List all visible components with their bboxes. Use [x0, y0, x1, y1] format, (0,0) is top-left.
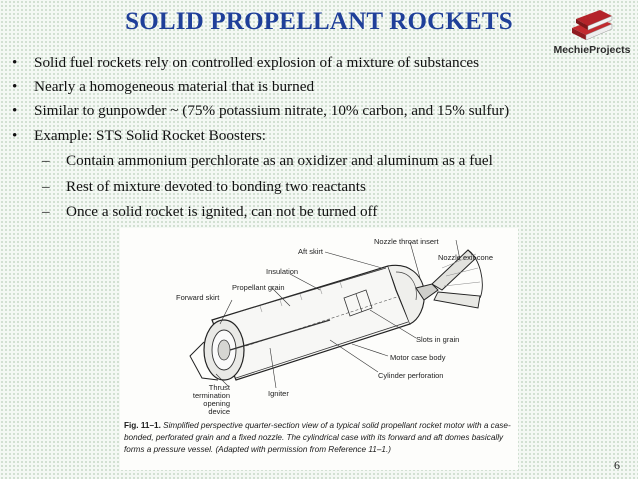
page-number: 6: [614, 458, 620, 472]
label-cylinder-perforation: Cylinder perforation: [378, 371, 444, 380]
sub-bullet-text: Contain ammonium perchlorate as an oxidizer and aluminum as a fuel: [66, 152, 493, 169]
label-motor-case-body: Motor case body: [390, 353, 446, 362]
label-nozzle-exit-cone: Nozzle exit cone: [438, 253, 494, 262]
bullet-text: Solid fuel rockets rely on controlled explosion of a mixture of substances: [34, 54, 479, 71]
bullet-text: Nearly a homogeneous material that is burned: [34, 78, 315, 95]
label-aft-skirt: Aft skirt: [298, 247, 324, 256]
label-igniter: Igniter: [268, 389, 289, 398]
bullet-marker: •: [12, 102, 18, 119]
bullet-marker: •: [12, 127, 18, 144]
books-icon: [568, 4, 616, 44]
figure-caption: [124, 420, 514, 456]
sub-bullet-text: Rest of mixture devoted to bonding two reactants: [66, 178, 366, 195]
label-slots-in-grain: Slots in grain: [416, 335, 460, 344]
sub-bullet-marker: –: [42, 203, 50, 220]
rocket-motor-figure: [120, 228, 518, 470]
bullet-text: Example: STS Solid Rocket Boosters:: [34, 127, 267, 144]
label-nozzle-throat-insert: Nozzle throat insert: [374, 237, 439, 246]
bullet-text: Similar to gunpowder ~ (75% potassium nitrate, 10% carbon, and 15% sulfur): [34, 102, 510, 119]
logo-text: MechieProjects: [553, 44, 631, 56]
sub-bullet-text: Once a solid rocket is ignited, can not be turned off: [66, 203, 378, 220]
bullet-marker: •: [12, 54, 18, 71]
label-thrust-termination: Thrust termination opening device: [192, 383, 230, 416]
figure-caption-text: Simplified perspective quarter-section view of a typical solid propellant rocket motor with a case-bonded, perforated grain and a fixed nozzle. The cylindrical case with its forward and aft domes basically forms a pressure vessel. (Adapted with permission from Reference 11–1.): [124, 421, 511, 454]
slide-title: SOLID PROPELLANT ROCKETS: [125, 8, 513, 35]
label-propellant-grain: Propellant grain: [232, 283, 285, 292]
figure-caption-label: Fig. 11–1.: [124, 421, 161, 430]
label-insulation: Insulation: [266, 267, 299, 276]
sub-bullet-marker: –: [42, 178, 50, 195]
bullet-marker: •: [12, 78, 18, 95]
sub-bullet-marker: –: [42, 152, 50, 169]
label-forward-skirt: Forward skirt: [176, 293, 220, 302]
logo: [548, 2, 636, 60]
